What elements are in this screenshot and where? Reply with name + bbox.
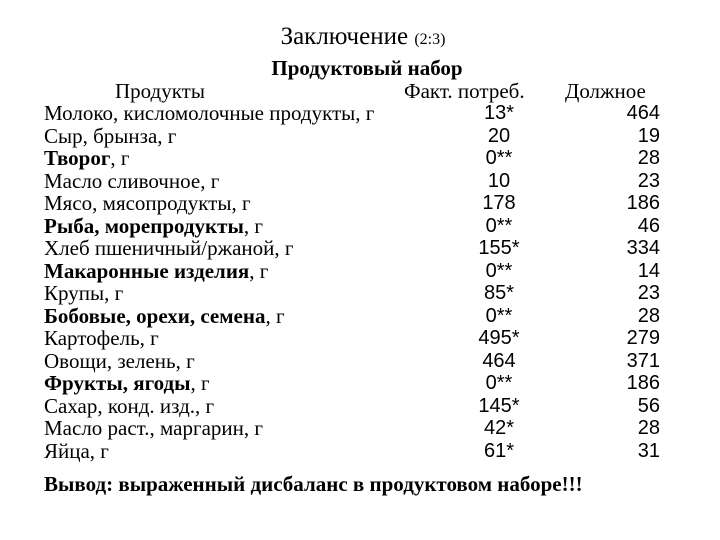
due-value: 464 bbox=[626, 102, 660, 124]
table-subtitle: Продуктовый набор bbox=[271, 56, 463, 80]
product-name-bold: Рыба, морепродукты bbox=[44, 213, 244, 238]
fact-value: 0** bbox=[485, 147, 513, 169]
product-name bbox=[44, 192, 251, 215]
table-row bbox=[44, 192, 664, 215]
table-row bbox=[44, 372, 664, 395]
fact-value: 61* bbox=[483, 439, 515, 462]
table-row bbox=[44, 305, 664, 328]
due-value: 186 bbox=[626, 372, 660, 394]
conclusion-text: Вывод: выраженный дисбаланс в продуктовом наборе!!! bbox=[44, 472, 583, 496]
product-name-rest: , г bbox=[243, 213, 263, 238]
due-value: 279 bbox=[626, 327, 660, 349]
table-row bbox=[44, 282, 664, 305]
due-value: 31 bbox=[637, 439, 660, 462]
product-name bbox=[44, 237, 294, 260]
table-row bbox=[44, 215, 664, 238]
fact-value: 42* bbox=[483, 417, 515, 439]
product-name-rest: Сахар, конд. изд., г bbox=[44, 393, 215, 418]
product-name bbox=[44, 215, 263, 238]
product-name-rest: Масло сливочное, г bbox=[44, 168, 220, 193]
fact-value: 85* bbox=[483, 282, 515, 304]
title-sub: (2:3) bbox=[414, 31, 446, 48]
due-value: 28 bbox=[637, 304, 660, 327]
product-name bbox=[44, 417, 263, 440]
header-due: Должное bbox=[565, 79, 646, 103]
product-name-bold: Фрукты, ягоды bbox=[44, 371, 191, 395]
product-name bbox=[44, 440, 109, 463]
due-value: 56 bbox=[637, 394, 660, 417]
table-row bbox=[44, 147, 664, 170]
due-value: 28 bbox=[637, 417, 660, 439]
product-name bbox=[44, 260, 268, 283]
table-row bbox=[44, 327, 664, 350]
product-name-rest: Сыр, брынза, г bbox=[44, 123, 177, 148]
due-value: 371 bbox=[626, 349, 660, 372]
fact-value: 20 bbox=[487, 124, 511, 147]
product-name bbox=[44, 147, 130, 170]
product-name-rest: , г bbox=[265, 303, 285, 328]
product-name bbox=[44, 327, 159, 350]
fact-value: 155* bbox=[478, 237, 520, 259]
table-row bbox=[44, 440, 664, 463]
product-name bbox=[44, 350, 195, 373]
due-value: 14 bbox=[637, 259, 660, 282]
table-row bbox=[44, 170, 664, 193]
fact-value: 495* bbox=[478, 327, 520, 349]
header-fact: Факт. потреб. bbox=[404, 79, 525, 103]
product-name bbox=[44, 102, 374, 125]
table-row bbox=[44, 102, 664, 125]
product-name-bold: Бобовые, орехи, семена bbox=[44, 303, 266, 328]
table-row bbox=[44, 260, 664, 283]
product-name-rest: Овощи, зелень, г bbox=[44, 348, 195, 373]
product-name-rest: Молоко, кисломолочные продукты, г bbox=[44, 101, 375, 125]
fact-value: 145* bbox=[478, 394, 520, 417]
slide-title bbox=[0, 22, 720, 55]
fact-value: 10 bbox=[487, 169, 511, 192]
due-value: 28 bbox=[637, 147, 660, 169]
due-value: 334 bbox=[626, 237, 660, 259]
due-value: 23 bbox=[637, 282, 660, 304]
product-name bbox=[44, 170, 219, 193]
due-value: 46 bbox=[637, 214, 660, 237]
fact-value: 0** bbox=[485, 372, 513, 394]
table-row bbox=[44, 350, 664, 373]
fact-value: 0** bbox=[485, 304, 513, 327]
product-name-bold: Макаронные изделия bbox=[44, 258, 250, 283]
due-value: 19 bbox=[637, 124, 660, 147]
fact-value: 0** bbox=[485, 214, 513, 237]
product-name-rest: Картофель, г bbox=[44, 326, 159, 350]
table-row bbox=[44, 417, 664, 440]
fact-value: 464 bbox=[482, 349, 516, 372]
product-name-rest: , г bbox=[249, 258, 269, 283]
fact-value: 13* bbox=[483, 102, 515, 124]
fact-value: 0** bbox=[485, 259, 513, 282]
title-main: Заключение bbox=[280, 23, 409, 50]
product-name bbox=[44, 282, 123, 305]
product-name-rest: , г bbox=[190, 371, 210, 395]
product-name-rest: Мясо, мясопродукты, г bbox=[44, 191, 251, 215]
product-name-rest: Хлеб пшеничный/ржаной, г bbox=[44, 236, 294, 260]
product-name-rest: Яйца, г bbox=[44, 438, 109, 463]
header-products: Продукты bbox=[115, 79, 205, 103]
product-name bbox=[44, 125, 176, 148]
table-row bbox=[44, 125, 664, 148]
product-name bbox=[44, 395, 214, 418]
product-name-bold: Творог bbox=[44, 146, 111, 170]
product-name bbox=[44, 305, 285, 328]
product-name-rest: Крупы, г bbox=[44, 281, 124, 305]
table-row bbox=[44, 237, 664, 260]
product-name-rest: Масло раст., маргарин, г bbox=[44, 416, 264, 440]
due-value: 23 bbox=[637, 169, 660, 192]
product-name-rest: , г bbox=[110, 146, 130, 170]
due-value: 186 bbox=[626, 192, 660, 214]
table-row bbox=[44, 395, 664, 418]
product-name bbox=[44, 372, 210, 395]
product-table bbox=[44, 102, 664, 462]
fact-value: 178 bbox=[482, 192, 516, 214]
